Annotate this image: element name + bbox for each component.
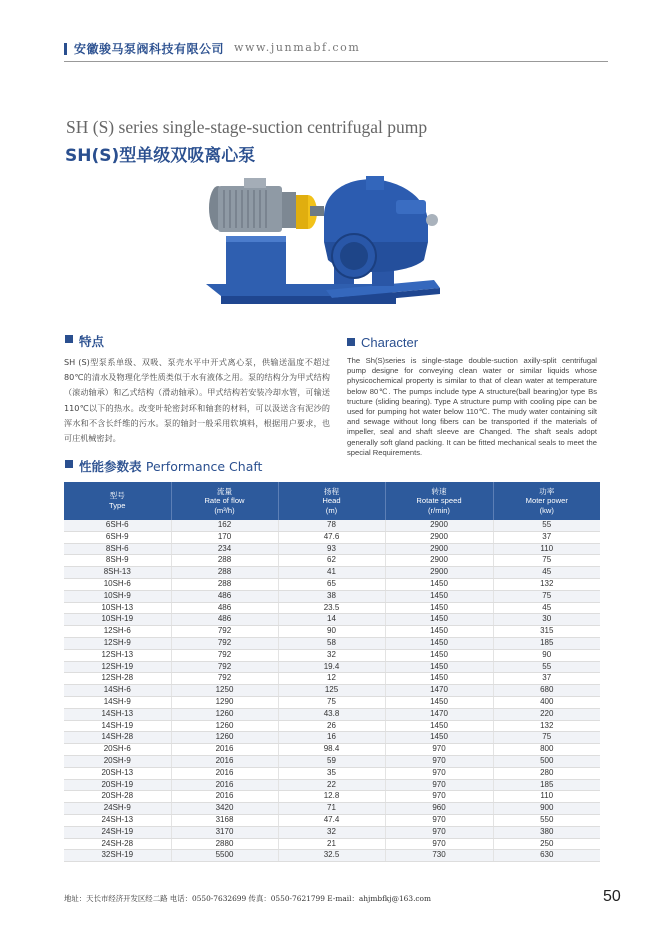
table-cell: 132: [493, 578, 600, 590]
table-cell: 78: [278, 520, 385, 531]
table-cell: 792: [171, 649, 278, 661]
square-bullet-icon: [65, 460, 73, 468]
table-cell: 24SH-9: [64, 803, 171, 815]
features-paragraph: SH (S)型泵系单级、双吸、泵壳水平中开式离心泵，供输送温度不超过80℃的清水及物理化学性质类似于水有液体之用。泵的结构分为甲式结构（滚动轴承）和乙式结构（滑动轴承）。甲式结构若安装冷却水管，可输送110℃以下的热水。改变叶轮密封环和轴套的材料，可以汲送含有泥沙的浑水和不含长纤维的污水。泵的轴封一般采用软填料，根据用户要求，也可庄机械密封。: [64, 357, 330, 444]
table-cell: 37: [493, 673, 600, 685]
table-cell: 6SH-6: [64, 520, 171, 531]
column-header-en: Type: [109, 501, 126, 510]
table-cell: 792: [171, 626, 278, 638]
table-cell: 800: [493, 744, 600, 756]
title-chinese: SH(S)型单级双吸离心泵: [65, 146, 256, 166]
table-cell: 970: [385, 791, 493, 803]
table-cell: 47.4: [278, 814, 385, 826]
table-row: [64, 531, 600, 543]
table-row: [64, 578, 600, 590]
table-cell: 30: [493, 614, 600, 626]
table-cell: 20SH-6: [64, 744, 171, 756]
table-cell: 1450: [385, 696, 493, 708]
table-cell: 10SH-6: [64, 578, 171, 590]
table-cell: 90: [278, 626, 385, 638]
table-cell: 486: [171, 602, 278, 614]
table-cell: 55: [493, 520, 600, 531]
table-cell: 185: [493, 637, 600, 649]
table-cell: 43.8: [278, 708, 385, 720]
table-cell: 10SH-13: [64, 602, 171, 614]
table-cell: 1260: [171, 708, 278, 720]
table-row: [64, 744, 600, 756]
table-cell: 12SH-13: [64, 649, 171, 661]
table-cell: 20SH-19: [64, 779, 171, 791]
table-cell: 75: [493, 590, 600, 602]
table-cell: 75: [493, 732, 600, 744]
performance-table: [64, 482, 600, 862]
table-row: [64, 767, 600, 779]
column-header-cn: 型号: [109, 491, 125, 501]
table-cell: 1450: [385, 590, 493, 602]
column-header-unit: (kw): [539, 505, 554, 515]
table-row: [64, 673, 600, 685]
column-header-head: [278, 482, 385, 520]
column-header-unit: (r/min): [428, 505, 450, 515]
table-cell: 65: [278, 578, 385, 590]
table-cell: 12: [278, 673, 385, 685]
table-cell: 1450: [385, 626, 493, 638]
table-cell: 24SH-28: [64, 838, 171, 850]
table-cell: 32: [278, 826, 385, 838]
table-cell: 2016: [171, 767, 278, 779]
table-cell: 2900: [385, 520, 493, 531]
table-cell: 380: [493, 826, 600, 838]
table-cell: 45: [493, 602, 600, 614]
table-cell: 14SH-6: [64, 685, 171, 697]
column-header-type: [64, 482, 171, 520]
page-header: [64, 40, 608, 62]
table-cell: 970: [385, 767, 493, 779]
table-cell: 8SH-6: [64, 543, 171, 555]
table-cell: 14SH-28: [64, 732, 171, 744]
table-cell: 792: [171, 661, 278, 673]
table-cell: 32: [278, 649, 385, 661]
column-header-unit: (m): [325, 505, 338, 515]
table-cell: 960: [385, 803, 493, 815]
table-cell: 110: [493, 543, 600, 555]
table-header-row: [64, 482, 600, 520]
table-cell: 12SH-19: [64, 661, 171, 673]
table-cell: 132: [493, 720, 600, 732]
table-cell: 110: [493, 791, 600, 803]
table-cell: 315: [493, 626, 600, 638]
table-cell: 2900: [385, 567, 493, 579]
table-cell: 1470: [385, 708, 493, 720]
table-cell: 220: [493, 708, 600, 720]
table-cell: 3420: [171, 803, 278, 815]
table-row: [64, 590, 600, 602]
table-cell: 1450: [385, 637, 493, 649]
page-number: 50: [603, 888, 621, 905]
table-cell: 47.6: [278, 531, 385, 543]
performance-heading-en: Performance Chaft: [145, 459, 263, 474]
table-cell: 20SH-28: [64, 791, 171, 803]
table-cell: 32.5: [278, 850, 385, 862]
features-heading-text: 特点: [79, 334, 105, 349]
column-header-cn: 功率: [539, 486, 555, 496]
table-cell: 1290: [171, 696, 278, 708]
column-header-cn: 流量: [216, 486, 233, 496]
table-row: [64, 779, 600, 791]
table-cell: 1450: [385, 732, 493, 744]
table-cell: 2900: [385, 531, 493, 543]
table-cell: 38: [278, 590, 385, 602]
table-cell: 2016: [171, 791, 278, 803]
table-cell: 90: [493, 649, 600, 661]
company-url: www.junmabf.com: [234, 41, 361, 54]
table-cell: 162: [171, 520, 278, 531]
table-cell: 1470: [385, 685, 493, 697]
table-cell: 22: [278, 779, 385, 791]
table-cell: 400: [493, 696, 600, 708]
table-cell: 630: [493, 850, 600, 862]
column-header-cn: 扬程: [323, 486, 340, 496]
header-divider: [64, 61, 608, 62]
table-cell: 20SH-13: [64, 767, 171, 779]
table-cell: 970: [385, 838, 493, 850]
table-cell: 41: [278, 567, 385, 579]
table-cell: 2016: [171, 779, 278, 791]
title-english: SH (S) series single-stage-suction centrifugal pump: [66, 117, 428, 137]
company-name: 安徽骏马泵阀科技有限公司: [74, 42, 225, 56]
table-cell: 62: [278, 555, 385, 567]
table-row: [64, 649, 600, 661]
table-cell: 1450: [385, 720, 493, 732]
table-cell: 32SH-19: [64, 850, 171, 862]
table-cell: 6SH-9: [64, 531, 171, 543]
square-bullet-icon: [347, 338, 355, 346]
table-row: [64, 555, 600, 567]
table-cell: 8SH-9: [64, 555, 171, 567]
table-cell: 8SH-13: [64, 567, 171, 579]
table-cell: 14SH-13: [64, 708, 171, 720]
table-row: [64, 826, 600, 838]
table-cell: 10SH-19: [64, 614, 171, 626]
table-cell: 45: [493, 567, 600, 579]
table-cell: 26: [278, 720, 385, 732]
table-cell: 2900: [385, 543, 493, 555]
table-cell: 24SH-19: [64, 826, 171, 838]
table-cell: 12SH-28: [64, 673, 171, 685]
table-row: [64, 720, 600, 732]
table-row: [64, 708, 600, 720]
table-cell: 970: [385, 779, 493, 791]
table-cell: 24SH-13: [64, 814, 171, 826]
table-cell: 2900: [385, 555, 493, 567]
column-header-power: [493, 482, 600, 520]
table-cell: 19.4: [278, 661, 385, 673]
table-row: [64, 602, 600, 614]
header-accent-bar: [64, 43, 67, 55]
table-cell: 970: [385, 755, 493, 767]
table-row: [64, 661, 600, 673]
table-cell: 12.8: [278, 791, 385, 803]
table-row: [64, 791, 600, 803]
table-cell: 550: [493, 814, 600, 826]
table-cell: 1450: [385, 614, 493, 626]
table-cell: 288: [171, 578, 278, 590]
column-header-cn: 转速: [431, 486, 447, 496]
table-cell: 3168: [171, 814, 278, 826]
table-cell: 14SH-19: [64, 720, 171, 732]
table-cell: 185: [493, 779, 600, 791]
column-header-speed: [385, 482, 493, 520]
table-cell: 3170: [171, 826, 278, 838]
character-paragraph: The Sh(S)series is single-stage double-suction axilly-split centrifugal pump designe for conveying clean water or similar liquids whose physicochemical property is similar to that of clean water at temperature below 80℃. The pumps include type A structure(ball bearing)or type Bs tructure (sliding bearing). Type A structure pump with cooling pipe can be used for pumping hot water below 110℃. The mudy water containing silt and sewage without long fibers can be transported if the materials of impeller, seal and shaft sleeve are Changed. The shaft seals adopt generally soft gland packing. It can be fitted mechanical seals to meet the special Requirements.: [347, 356, 597, 457]
table-cell: 900: [493, 803, 600, 815]
table-cell: 234: [171, 543, 278, 555]
table-row: [64, 755, 600, 767]
table-row: [64, 626, 600, 638]
column-header-en: Head: [322, 496, 341, 506]
table-cell: 1450: [385, 661, 493, 673]
performance-heading-text: [79, 457, 262, 475]
table-cell: 12SH-6: [64, 626, 171, 638]
table-cell: 23.5: [278, 602, 385, 614]
table-cell: 16: [278, 732, 385, 744]
table-cell: 1450: [385, 649, 493, 661]
table-cell: 35: [278, 767, 385, 779]
table-cell: 59: [278, 755, 385, 767]
table-cell: 20SH-9: [64, 755, 171, 767]
table-cell: 14: [278, 614, 385, 626]
table-row: [64, 614, 600, 626]
column-header-flow: [171, 482, 278, 520]
pump-illustration: [196, 176, 444, 310]
table-row: [64, 814, 600, 826]
table-cell: 970: [385, 826, 493, 838]
column-header-en: Moter power: [525, 496, 568, 506]
performance-table-body: [64, 520, 600, 862]
table-cell: 486: [171, 590, 278, 602]
table-cell: 1250: [171, 685, 278, 697]
performance-heading-cn: 性能参数表: [79, 459, 142, 474]
table-cell: 71: [278, 803, 385, 815]
table-cell: 98.4: [278, 744, 385, 756]
table-cell: 1260: [171, 732, 278, 744]
table-cell: 730: [385, 850, 493, 862]
table-cell: 2880: [171, 838, 278, 850]
table-cell: 55: [493, 661, 600, 673]
table-cell: 288: [171, 555, 278, 567]
table-cell: 500: [493, 755, 600, 767]
table-cell: 93: [278, 543, 385, 555]
table-row: [64, 732, 600, 744]
table-cell: 125: [278, 685, 385, 697]
table-cell: 792: [171, 673, 278, 685]
table-cell: 250: [493, 838, 600, 850]
table-row: [64, 637, 600, 649]
table-row: [64, 685, 600, 697]
footer-contact: 地址：天长市经济开发区经二路 电话：0550-7632699 传真：0550-7621799 E-mail：ahjmbfkj@163.com: [64, 894, 432, 903]
table-cell: 1450: [385, 673, 493, 685]
table-cell: 5500: [171, 850, 278, 862]
table-cell: 1450: [385, 578, 493, 590]
table-cell: 12SH-9: [64, 637, 171, 649]
table-row: [64, 803, 600, 815]
table-row: [64, 520, 600, 531]
table-row: [64, 567, 600, 579]
table-row: [64, 696, 600, 708]
table-cell: 75: [278, 696, 385, 708]
table-row: [64, 838, 600, 850]
table-cell: 970: [385, 814, 493, 826]
table-row: [64, 850, 600, 862]
character-heading-text: Character: [361, 335, 419, 350]
table-cell: 1260: [171, 720, 278, 732]
table-cell: 58: [278, 637, 385, 649]
table-cell: 792: [171, 637, 278, 649]
column-header-en: Rotate speed: [416, 496, 462, 506]
column-header-unit: (m³/h): [214, 505, 235, 515]
table-cell: 14SH-9: [64, 696, 171, 708]
table-cell: 170: [171, 531, 278, 543]
table-cell: 21: [278, 838, 385, 850]
column-header-en: Rate of flow: [204, 496, 245, 506]
table-cell: 75: [493, 555, 600, 567]
table-row: [64, 543, 600, 555]
table-cell: 280: [493, 767, 600, 779]
table-cell: 10SH-9: [64, 590, 171, 602]
table-cell: 680: [493, 685, 600, 697]
table-cell: 486: [171, 614, 278, 626]
table-cell: 2016: [171, 744, 278, 756]
square-bullet-icon: [65, 335, 73, 343]
table-cell: 2016: [171, 755, 278, 767]
table-cell: 970: [385, 744, 493, 756]
table-cell: 37: [493, 531, 600, 543]
table-cell: 288: [171, 567, 278, 579]
table-cell: 1450: [385, 602, 493, 614]
